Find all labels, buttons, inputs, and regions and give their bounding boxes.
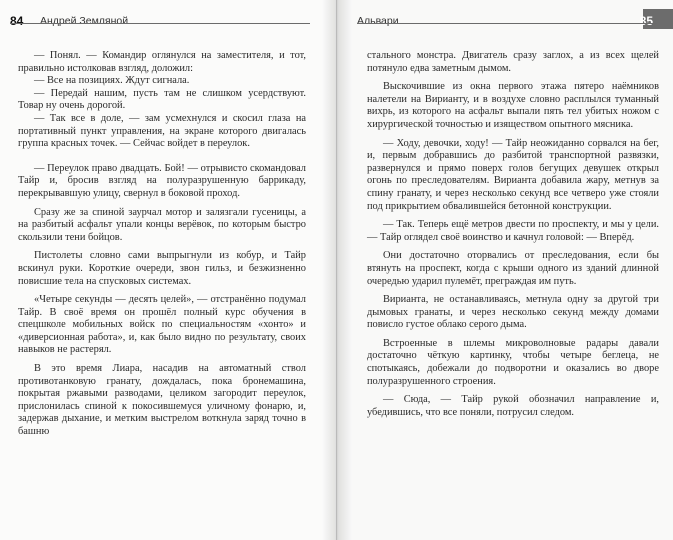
- right-paragraph: стального монстра. Двигатель сразу заглох, а из всех щелей потянуло едва заметным дымом.: [367, 50, 659, 74]
- right-body-text: [367, 50, 659, 419]
- right-paragraph: — Сюда, — Тайр рукой обозначил направление и, убедившись, что все поняли, потрусил следом.: [367, 394, 659, 418]
- left-paragraph: — Передай нашим, пусть там не слишком усердствуют. Товар ну очень дорогой.: [18, 87, 306, 112]
- right-header-rule: [357, 23, 657, 24]
- right-page-number: 85: [639, 14, 653, 28]
- section-break: [18, 151, 306, 163]
- left-paragraph: — Так все в доле, — зам усмехнулся и скосил глаза на портативный пункт управления, на экране которого двигалась группа красных точек. — Сейчас войдет в переулок.: [18, 112, 306, 150]
- right-page: [337, 0, 673, 540]
- left-paragraph: «Четыре секунды — десять целей», — отстранённо подумал Тайр. В своё время он прошёл полный курс обучения в спецшколе мобильных войск по специальностям «хонто» и «диверсионная работа», и, как было видно по результату, своих навыков не растерял.: [18, 294, 306, 356]
- left-running-head-author: Андрей Земляной: [40, 15, 129, 27]
- left-paragraph: — Понял. — Командир оглянулся на заместителя, и тот, правильно истолковав взгляд, доложил:: [18, 50, 306, 74]
- book-gutter-shadow: [322, 0, 352, 540]
- right-paragraph: Выскочившие из окна первого этажа пятеро наёмников налетели на Вирианту, и в воздухе словно расплылся туманный вихрь, из которого на асфальт выпали пять тел убитых ножом с хирургической точностью и изяществом опытного мясника.: [367, 81, 659, 130]
- right-paragraph: — Так. Теперь ещё метров двести по проспекту, и мы у цели. — Тайр оглядел своё воинство и качнул головой: — Вперёд.: [367, 219, 659, 243]
- left-paragraph: В это время Лиара, насадив на автоматный ствол противотанковую гранату, дождалась, пока бронемашина, покрытая ржавыми разводами, целиком загородит переулок, прислонилась спиной к покосившемуся уличному фонарю, и, задержав дыхание, и метким выстрелом воткнула заряд точно в башню: [18, 363, 306, 438]
- left-header-rule: [10, 23, 310, 24]
- left-page: [0, 0, 336, 540]
- right-running-head-title: Альвари: [357, 15, 399, 27]
- right-paragraph: Вирианта, не останавливаясь, метнула одну за другой три дымовых гранаты, и через несколько секунд между домами повисло густое облако серого дыма.: [367, 294, 659, 331]
- left-body-text: [18, 50, 306, 439]
- left-paragraph: Пистолеты словно сами выпрыгнули из кобур, и Тайр вскинул руки. Короткие очереди, звон гильз, и безжизненно повисшие тела на спусковых системах.: [18, 250, 306, 287]
- right-paragraph: — Ходу, девочки, ходу! — Тайр неожиданно сорвался на бег, и, первым добравшись до разбитой транспортной развязки, развернулся и прямо поверх голов бегущих девушек открыл огонь по преследователям. Вирианта добавила жару, метнув за спину гранату, и через несколько секунд все четверо уже стояли под прикрытием обвалившейся бетонной конструкции.: [367, 137, 659, 212]
- left-paragraph: — Все на позициях. Ждут сигнала.: [34, 75, 190, 87]
- left-paragraph: Сразу же за спиной заурчал мотор и залязгали гусеницы, а на разбитый асфальт упали концы верёвок, по которым быстро скользили тени бойцов.: [18, 206, 306, 243]
- right-paragraph: Встроенные в шлемы микроволновые радары давали достаточно чёткую картинку, чтобы четыре беглеца, не спотыкаясь, добежали до подворотни и оказались во дворе полуразрушенного строения.: [367, 337, 659, 387]
- left-page-number: 84: [10, 14, 24, 28]
- right-paragraph: Они достаточно оторвались от преследования, если бы втянуть на проспект, когда с крыши одного из зданий длинной очередью ударил пулемёт, преграждая им путь.: [367, 250, 659, 287]
- left-paragraph: — Переулок право двадцать. Бой! — отрывисто скомандовал Тайр и, бросив взгляд на полуразрушенную баррикаду, перекрывавшую улицу, свернул в боковой проход.: [18, 162, 306, 199]
